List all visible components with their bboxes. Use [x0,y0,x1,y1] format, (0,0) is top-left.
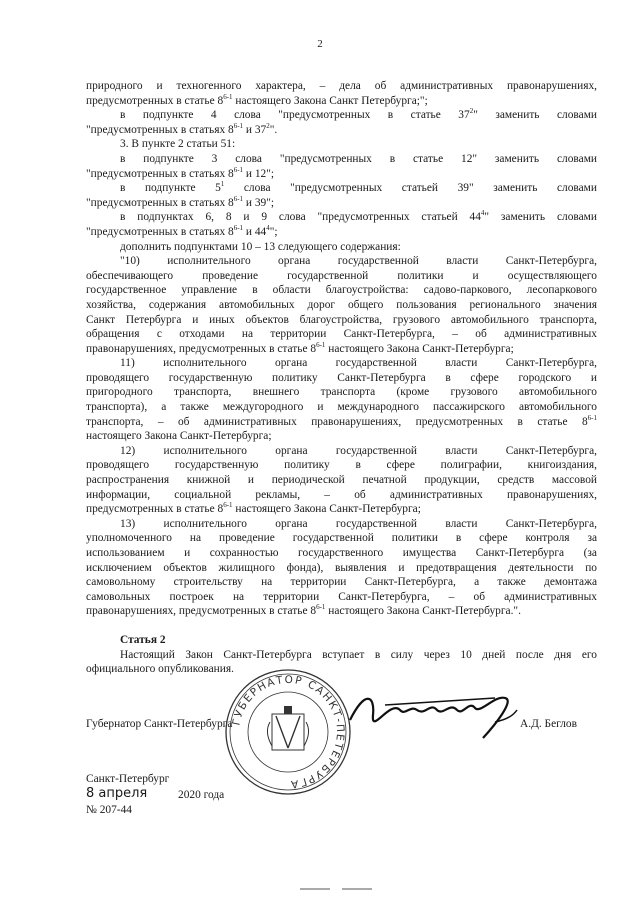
text-line: транспорта, – об административных правонарушениях, предусмотренных в статье 8$^{6-1}$ [86,413,597,428]
text-line: пригородного транспорта, внешнего транспорта (кроме грузового автомобильного [86,386,597,399]
text-line: 12) исполнительного органа государственной власти Санкт-Петербурга, [120,444,597,457]
text-line: "10) исполнительного органа государственной власти Санкт-Петербурга, [120,255,597,268]
text-line: самовольному строительству на территории Санкт-Петербурга, а также демонтажа [86,576,597,589]
text-line: "предусмотренных в статьях 8$^{6-1}$ и $37^2$". [86,121,278,136]
text-line: предусмотренных в статье 8$^{6-1}$ настоящего Закона Санкт-Петербурга; [86,501,421,516]
text-line: обращения с отходами на территории Санкт-Петербурга, – об административных [86,328,597,341]
text-line: 11) исполнительного органа государственной власти Санкт-Петербурга, [120,357,597,370]
signing-year: 2020 года [178,789,225,801]
text-line: предусмотренных в статье 8$^{6-1}$ настоящего Закона Санкт Петербурга;"; [86,92,428,107]
text-line: обеспечивающего проведение государственной политики и осуществляющего [86,269,597,282]
text-line: самовольных построек на территории Санкт-Петербурга, – об административных [86,590,597,603]
signer-name: А.Д. Беглов [520,718,577,730]
text-line: транспорта), а также междугородного и международного пассажирского автомобильного [86,401,597,414]
text-line: Санкт Петербурга и иных объектов благоустройства, грузового автомобильного транспорта, [86,313,597,326]
text-line: дополнить подпунктами 10 – 13 следующего содержания: [120,240,401,253]
article-text-cont: официального опубликования. [86,663,234,676]
text-line: 3. В пункте 2 статьи 51: [120,138,236,151]
article-title: Статья 2 [120,633,166,646]
article-text: Настоящий Закон Санкт-Петербурга вступает в силу через 10 дней после дня его [120,648,597,661]
text-line: "предусмотренных в статьях 8$^{6-1}$ и 39"; [86,194,275,209]
text-line: использованием и сохранностью государственного имущества Санкт-Петербурга (за [86,547,597,559]
text-line: исключением объектов жилищного фонда), выявления и предотвращения деятельности по [86,561,597,574]
footer-marks [300,888,380,892]
spacer [86,619,597,633]
handwritten-signature [345,680,545,740]
text-line: 13) исполнительного органа государственной власти Санкт-Петербурга, [120,517,597,530]
text-line: распространения книжной и периодической печатной продукции, средств массовой [86,474,597,487]
text-line: "предусмотренных в статьях 8$^{6-1}$ и 12"; [86,165,275,180]
signer-position: Губернатор Санкт-Петербурга [86,718,233,730]
seal-text: ГУБЕРНАТОР САНКТ-ПЕТЕРБУРГА [230,673,347,791]
text-line: правонарушениях, предусмотренных в статье 8$^{6-1}$ настоящего Закона Санкт-Петербурга; [86,340,514,355]
text-line: государственное управление в области благоустройства: садово-паркового, лесопаркового [86,284,597,297]
document-body [86,79,597,677]
text-line: информации, социальной рекламы, – об административных правонарушениях, [86,488,597,501]
page-number: 2 [317,38,323,50]
text-line: природного и техногенного характера, – дела об административных правонарушениях, [86,80,597,92]
text-line: в подпункте $5^1$ слова "предусмотренных статьей 39" заменить словами [120,180,597,195]
signing-date: 8 апреля [86,786,148,801]
text-line: настоящего Закона Санкт-Петербурга; [86,430,272,443]
text-line: уполномоченного на проведение государственной политики в сфере контроля за [86,532,597,545]
text-line: в подпунктах 6, 8 и 9 слова "предусмотренных статьей $44^4$" заменить словами [120,209,597,224]
text-line: хозяйства, содержания автомобильных дорог общего пользования регионального значения [86,298,597,311]
text-line: в подпункте 4 слова "предусмотренных в статье $37^2$" заменить словами [120,107,597,122]
text-line: "предусмотренных в статьях 8$^{6-1}$ и $44^4$"; [86,223,278,238]
text-line: проводящего государственную политику Санкт-Петербурга в сфере городского и [86,371,597,384]
official-seal [222,666,354,798]
text-line: правонарушениях, предусмотренных в статье 8$^{6-1}$ настоящего Закона Санкт-Петербурга.". [86,603,521,618]
text-line: проводящего государственную политику в сфере полиграфии, книгоиздания, [86,459,597,472]
document-number: № 207-44 [86,804,132,816]
signing-city: Санкт-Петербург [86,773,170,785]
text-line: в подпункте 3 слова "предусмотренных в статье 12" заменить словами [120,152,597,165]
